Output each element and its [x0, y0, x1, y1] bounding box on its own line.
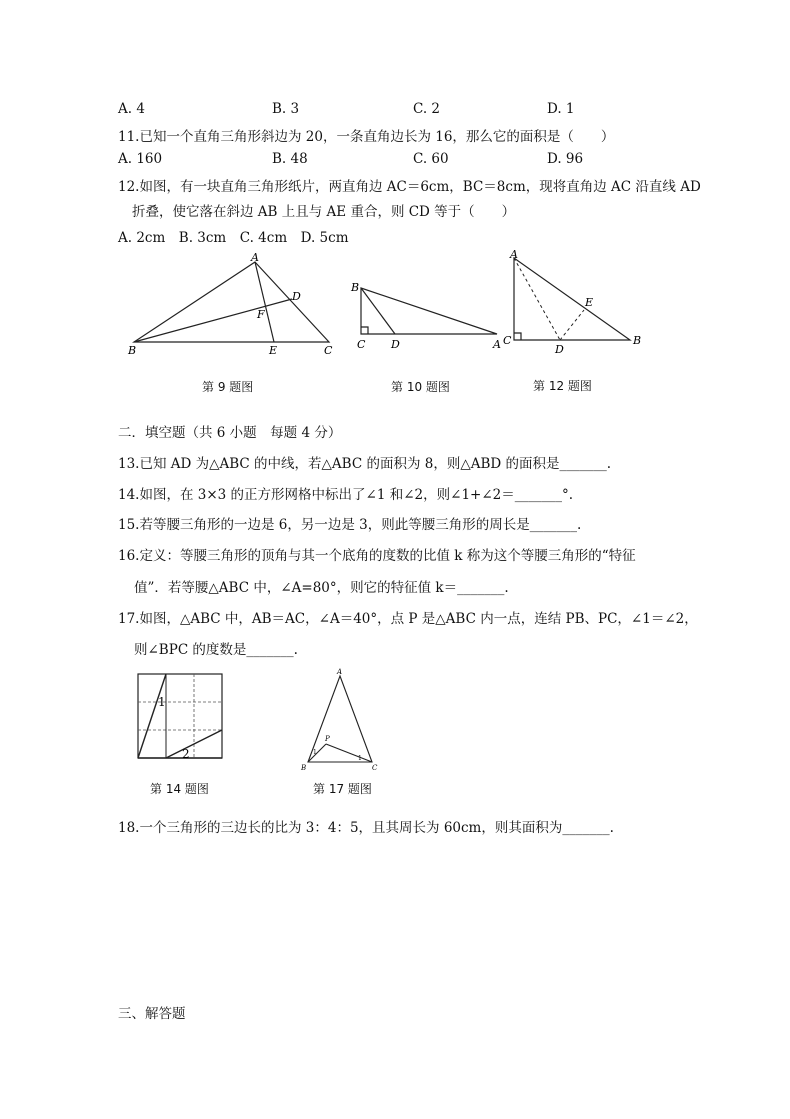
figure-14 — [136, 672, 226, 764]
q13-text: 13.已知 AD 为△ABC 的中线，若△ABC 的面积为 8，则△ABD 的面积是_______. — [118, 456, 612, 472]
fig9-label-a: A — [251, 251, 259, 264]
q10-option-c: C. 2 — [413, 101, 441, 117]
fig17-segment-pb — [308, 744, 326, 762]
q11-option-c: C. 60 — [413, 151, 449, 167]
fig9-label-d: D — [292, 290, 301, 303]
q18-text: 18.一个三角形的三边长的比为 3：4：5，且其周长为 60cm，则其面积为_______. — [118, 820, 614, 836]
q12-stem-line1: 12.如图，有一块直角三角形纸片，两直角边 AC＝6cm，BC＝8cm，现将直角边 AC 沿直线 AD — [118, 179, 701, 195]
q11-option-a: A. 160 — [118, 151, 163, 167]
q12-options: A. 2cm B. 3cm C. 4cm D. 5cm — [118, 230, 349, 246]
q11-option-d: D. 96 — [547, 151, 584, 167]
fig10-right-angle-mark — [361, 327, 368, 334]
figure-17 — [296, 666, 386, 774]
section3-title: 三、解答题 — [118, 1006, 186, 1022]
fig17-label-p: P — [325, 735, 330, 743]
q17-line1: 17.如图，△ABC 中，AB＝AC，∠A＝40°，点 P 是△ABC 内一点，连结 PB、PC，∠1＝∠2， — [118, 611, 698, 627]
q12-stem-line2: 折叠，使它落在斜边 AB 上且与 AE 重合，则 CD 等于（ ） — [132, 204, 516, 220]
q11-stem: 11.已知一个直角三角形斜边为 20，一条直角边长为 16，那么它的面积是（ ） — [118, 129, 615, 145]
fig17-angle1-label: 1 — [313, 749, 317, 756]
fig10-caption: 第 10 题图 — [391, 380, 450, 394]
q11-option-b: B. 48 — [272, 151, 308, 167]
fig17-label-c: C — [372, 764, 378, 772]
figure-10 — [345, 276, 505, 358]
figure-9 — [124, 250, 339, 360]
fig14-caption: 第 14 题图 — [150, 782, 209, 796]
fig12-right-angle-mark — [514, 333, 521, 340]
fig17-label-a: A — [337, 668, 343, 676]
fig9-caption: 第 9 题图 — [202, 380, 254, 394]
fig9-label-c: C — [324, 344, 333, 357]
fig10-label-b: B — [351, 281, 360, 294]
fig12-label-d: D — [555, 343, 564, 356]
q10-option-b: B. 3 — [272, 101, 300, 117]
q10-option-a: A. 4 — [118, 101, 145, 117]
fig12-label-e: E — [585, 296, 594, 309]
fig9-label-f: F — [257, 308, 265, 321]
fig17-caption: 第 17 题图 — [313, 782, 372, 796]
fig9-label-e: E — [269, 344, 278, 357]
fig14-angle2-label: 2 — [182, 747, 190, 761]
q17-line2: 则∠BPC 的度数是_______. — [134, 642, 298, 658]
q14-text: 14.如图，在 3×3 的正方形网格中标出了∠1 和∠2，则∠1+∠2＝_______°. — [118, 487, 574, 503]
q10-option-d: D. 1 — [547, 101, 575, 117]
fig9-label-b: B — [128, 344, 137, 357]
fig12-triangle — [514, 258, 630, 340]
fig12-fold-ad — [514, 258, 560, 340]
fig14-grid-border — [138, 674, 222, 758]
fig10-triangle — [361, 288, 497, 334]
q16-line2: 值”．若等腰△ABC 中，∠A=80°，则它的特征值 k＝_______. — [134, 580, 509, 596]
fig12-fold-de — [560, 310, 584, 340]
q16-line1: 16.定义：等腰三角形的顶角与其一个底角的度数的比值 k 称为这个等腰三角形的“特征 — [118, 548, 636, 564]
section2-title: 二．填空题（共 6 小题 每题 4 分） — [118, 425, 342, 441]
fig10-label-a: A — [493, 338, 501, 351]
fig9-segment-ae — [255, 262, 274, 342]
fig17-angle2-label: 1 — [358, 755, 362, 762]
fig14-angle1-label: 1 — [158, 695, 166, 709]
fig17-label-b: B — [301, 764, 307, 772]
fig12-label-a: A — [510, 248, 518, 261]
fig12-caption: 第 12 题图 — [533, 379, 592, 393]
figure-12 — [500, 248, 650, 358]
fig10-label-d: D — [391, 338, 400, 351]
q15-text: 15.若等腰三角形的一边是 6，另一边是 3，则此等腰三角形的周长是_______. — [118, 517, 582, 533]
fig12-label-c: C — [503, 334, 512, 347]
fig12-label-b: B — [633, 334, 642, 347]
fig10-label-c: C — [357, 338, 366, 351]
fig17-segment-pc — [326, 744, 372, 762]
fig14-line-1 — [138, 674, 166, 758]
